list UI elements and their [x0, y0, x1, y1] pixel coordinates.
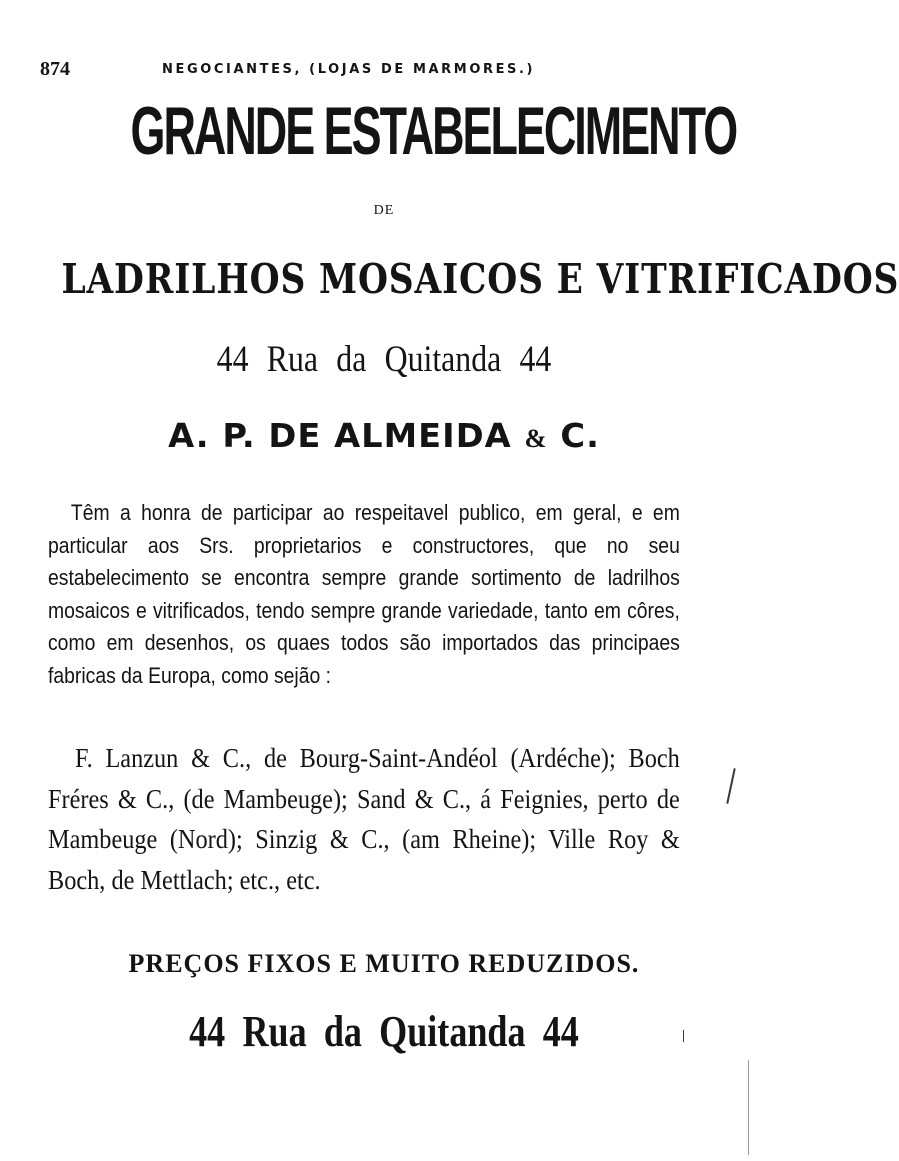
- running-head-label: NEGOCIANTES, (LOJAS DE MARMORES.): [162, 62, 536, 77]
- footer-address: 44 Rua da Quitanda 44: [189, 1007, 579, 1056]
- manufacturers-paragraph: F. Lanzun & C., de Bourg-Saint-Andéol (Ardéche); Boch Fréres & C., (de Mambeuge); Sand & C., á Feignies, perto de Mambeuge (Nord); Sinzig & C., (am Rheine); Ville Roy & Boch, de Mettlach; etc., etc.: [48, 743, 680, 895]
- page-edge-line: [748, 1060, 749, 1155]
- margin-pencil-mark: [726, 768, 735, 804]
- advertisement-headline: GRANDE ESTABELECIMENTO: [130, 93, 737, 169]
- margin-tick-mark: [683, 1030, 684, 1042]
- firm-name-line: [0, 414, 776, 461]
- headline-connector: DE: [373, 203, 395, 218]
- firm-ampersand: &: [524, 424, 548, 453]
- street-address: 44 Rua da Quitanda 44: [216, 339, 552, 380]
- intro-paragraph: Têm a honra de participar ao respeitavel publico, em geral, e em particular aos Srs. proprietarios e constructores, que no seu estabelecimento se encontra sempre grande sortimento de ladrilhos mosaicos e vitrificados, tendo sempre grande variedade, tanto em côres, como em desenhos, os quaes todos são importados das principaes fabricas da Europa, como sejão :: [48, 500, 680, 688]
- advertisement-subject: LADRILHOS MOSAICOS E VITRIFICADOS: [61, 255, 899, 303]
- running-head: [40, 58, 700, 88]
- firm-name: A. P. DE ALMEIDA: [168, 416, 512, 455]
- prices-notice: PREÇOS FIXOS E MUITO REDUZIDOS.: [128, 949, 640, 978]
- firm-suffix: C.: [560, 416, 600, 455]
- page-number: 874: [40, 58, 70, 80]
